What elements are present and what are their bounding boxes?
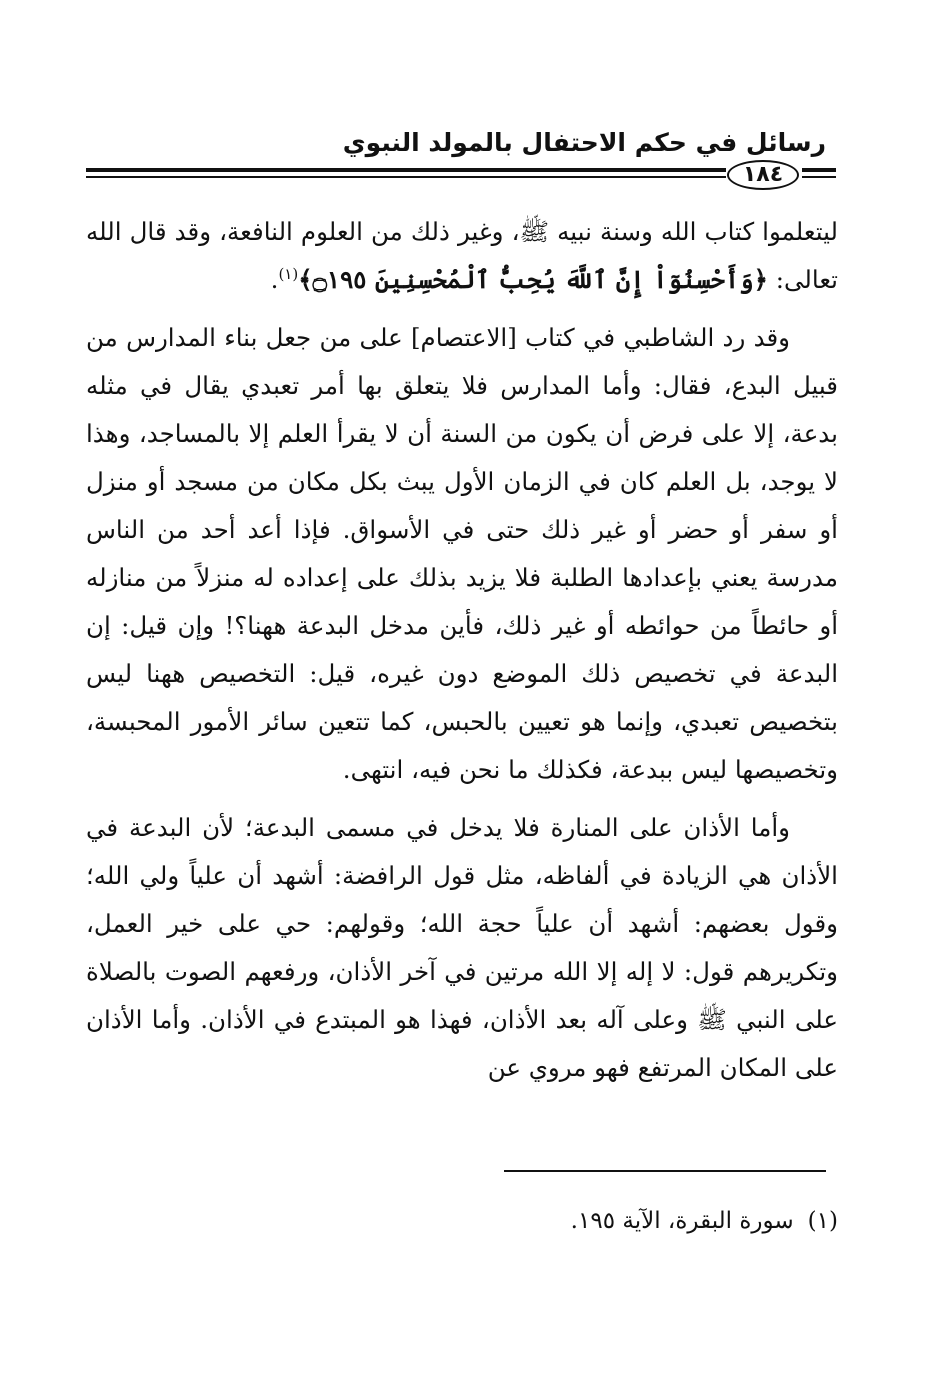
footnote-text: سورة البقرة، الآية ١٩٥. — [570, 1208, 794, 1234]
header-rule — [86, 160, 836, 194]
footnote — [571, 1208, 838, 1234]
footnote-mark: (١) — [807, 1208, 838, 1234]
header-rule-thin-right — [802, 176, 836, 178]
header-rule-thick-right — [802, 168, 836, 172]
running-title: رسائل في حكم الاحتفال بالمولد النبوي — [342, 128, 826, 157]
quran-verse: ﴿وَأَحْسِنُوٓاْ إِنَّ ٱللَّهَ يُحِبُّ ٱلْمُحْسِنِينَ ۝١٩٥﴾ — [298, 265, 768, 294]
footnote-reference: (١) — [278, 264, 299, 283]
main-text — [86, 208, 838, 1092]
paragraph-1-text: ليتعلموا كتاب الله وسنة نبيه ﷺ، وغير ذلك من العلوم النافعة، وقد — [174, 217, 838, 246]
footnote-separator — [504, 1170, 826, 1172]
paragraph-1-lead: قال الله تعالى: — [86, 217, 838, 294]
header-rule-thick-left — [86, 168, 726, 172]
paragraph-1 — [86, 208, 838, 304]
paragraph-3: وأما الأذان على المنارة فلا يدخل في مسمى البدعة؛ لأن البدعة في الأذان هي الزيادة في ألفاظه، مثل قول الرافضة: أشهد أن علياً ولي الله؛ وقول بعضهم: أشهد أن علياً حجة الله؛ وقولهم: حي على خير العمل، وتكريرهم قول: لا إله إلا الله مرتين في آخر الأذان، ورفعهم الصوت بالصلاة على النبي ﷺ وعلى آله بعد الأذان، فهذا هو المبتدع في الأذان. وأما الأذان على المكان المرتفع فهو مروي عن — [86, 813, 838, 1082]
header-rule-thin-left — [86, 176, 726, 178]
paragraph-2: وقد رد الشاطبي في كتاب [الاعتصام] على من جعل بناء المدارس من قبيل البدع، فقال: وأما المدارس فلا يتعلق بها أمر تعبدي يقال في مثله بدعة، إلا على فرض أن يكون من السنة أن لا يقرأ العلم إلا بالمساجد، وهذا لا يوجد، بل العلم كان في الزمان الأول يبث بكل مكان من مسجد أو منزل أو سفر أو حضر أو غير ذلك حتى في الأسواق. فإذا أعد أحد من الناس مدرسة يعني بإعدادها الطلبة فلا يزيد بذلك على إعداده له منزلاً من منازله أو حائطاً من حوائطه أو غير ذلك، فأين مدخل البدعة ههنا؟! وإن قيل: إن البدعة في تخصيص ذلك الموضع دون غيره، قيل: التخصيص ههنا ليس بتخصيص تعبدي، وإنما هو تعيين بالحبس، كما تتعين سائر الأمور المحبسة، وتخصيصها ليس ببدعة، فكذلك ما نحن فيه، انتهى. — [86, 323, 838, 784]
page-number: ١٨٤ — [727, 160, 799, 190]
paragraph-1-end: . — [270, 265, 279, 294]
